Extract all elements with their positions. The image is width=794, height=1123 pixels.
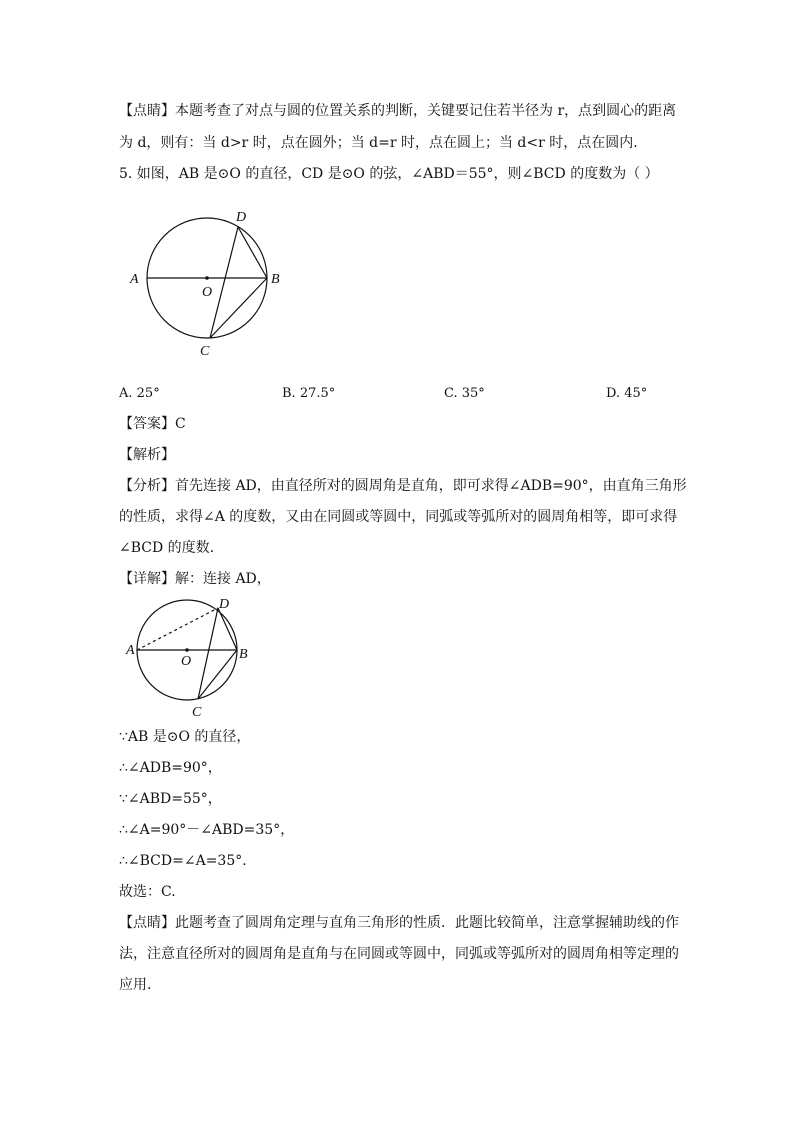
step-3: ∵∠ABD=55°， — [119, 791, 222, 807]
center-point — [205, 276, 209, 280]
choice-c: C. 35° — [444, 386, 485, 401]
review-line-1: 【点睛】此题考查了圆周角定理与直角三角形的性质．此题比较简单，注意掌握辅助线的作 — [119, 915, 679, 931]
prev-review-line-2: 为 d，则有：当 d>r 时，点在圆外；当 d=r 时，点在圆上；当 d<r 时，点在圆内. — [119, 135, 638, 151]
analysis-heading: 【解析】 — [119, 447, 175, 463]
figure-2 — [118, 593, 268, 723]
dashed-ad — [137, 608, 218, 650]
label-a: A — [126, 643, 135, 658]
chord-db — [238, 227, 267, 278]
label-d: D — [236, 210, 247, 225]
center-point — [185, 648, 189, 652]
choice-a: A. 25° — [119, 386, 160, 401]
choice-b: B. 27.5° — [282, 386, 336, 401]
label-b: B — [239, 647, 248, 662]
chord-cd — [198, 608, 218, 699]
label-o: O — [181, 654, 192, 669]
detail-intro: 【详解】解：连接 AD， — [119, 571, 271, 587]
conclusion: 故选：C. — [119, 884, 176, 900]
analysis-line-3: ∠BCD 的度数. — [119, 540, 215, 556]
review-line-2: 法，注意直径所对的圆周角是直角与在同圆或等圆中，同弧或等弧所对的圆周角相等定理的 — [119, 946, 679, 962]
label-d: D — [219, 597, 230, 612]
label-a: A — [130, 272, 139, 287]
chord-cd — [210, 227, 238, 338]
label-c: C — [192, 705, 202, 720]
step-2: ∴∠ADB=90°， — [119, 760, 222, 776]
label-b: B — [271, 272, 280, 287]
review-line-3: 应用. — [119, 977, 152, 993]
chord-db — [218, 608, 237, 650]
step-1: ∵AB 是⊙O 的直径， — [119, 729, 251, 745]
analysis-line-2: 的性质，求得∠A 的度数，又由在同圆或等圆中，同弧或等弧所对的圆周角相等，即可求得 — [119, 509, 678, 525]
analysis-line-1: 【分析】首先连接 AD，由直径所对的圆周角是直角，即可求得∠ADB=90°，由直角三角形 — [119, 478, 687, 494]
choice-d: D. 45° — [606, 386, 648, 401]
figure-1 — [120, 205, 290, 365]
step-4: ∴∠A=90°－∠ABD=35°， — [119, 822, 295, 838]
prev-review-line-1: 【点睛】本题考查了对点与圆的位置关系的判断，关键要记住若半径为 r，点到圆心的距离 — [119, 103, 677, 119]
label-o: O — [202, 285, 213, 300]
label-c: C — [200, 344, 210, 359]
answer-text: 【答案】C — [119, 416, 186, 432]
question-text: 5. 如图，AB 是⊙O 的直径，CD 是⊙O 的弦，∠ABD＝55°，则∠BCD 的度数为（ ） — [119, 166, 659, 182]
step-5: ∴∠BCD=∠A=35°. — [119, 853, 247, 869]
